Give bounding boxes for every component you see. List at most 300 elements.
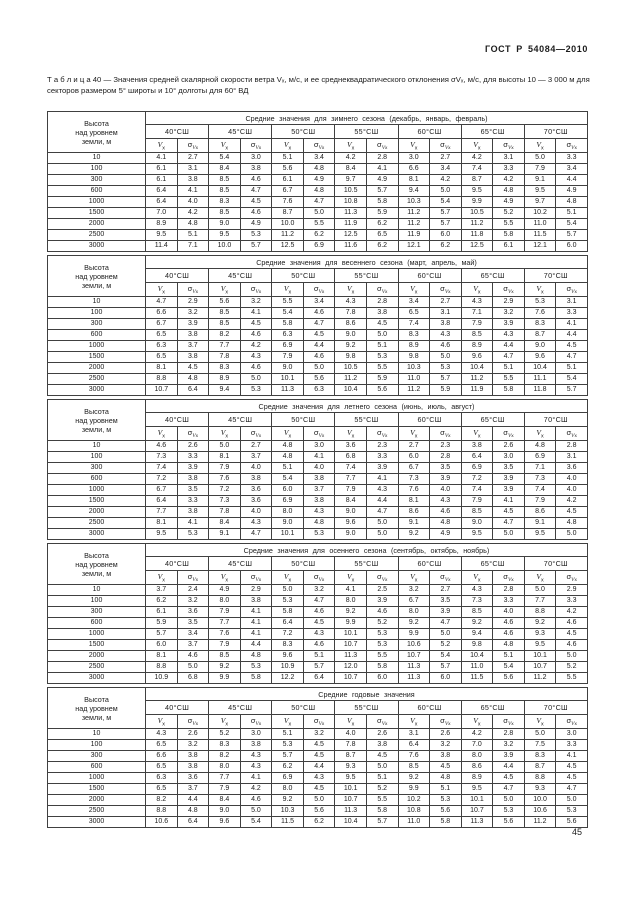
data-cell: 3.2	[303, 729, 335, 740]
data-cell: 9.6	[209, 817, 241, 828]
data-cell: 6.5	[146, 740, 178, 751]
data-cell: 4.2	[430, 175, 462, 186]
mean-speed-symbol: $V_x$	[335, 715, 367, 729]
data-cell: 4.1	[366, 164, 398, 175]
data-cell: 3.3	[177, 496, 209, 507]
data-cell: 7.1	[524, 463, 556, 474]
stddev-symbol: $\sigma_{Vx}$	[240, 427, 272, 441]
data-cell: 5.3	[524, 297, 556, 308]
data-cell: 4.3	[366, 485, 398, 496]
data-cell: 5.2	[430, 640, 462, 651]
data-cell: 8.0	[461, 751, 493, 762]
table-row	[48, 673, 588, 684]
data-cell: 10.0	[272, 219, 304, 230]
data-cell: 4.8	[430, 773, 462, 784]
data-cell: 3.2	[177, 308, 209, 319]
table-row	[48, 651, 588, 662]
data-cell: 11.3	[335, 806, 367, 817]
data-cell: 4.7	[556, 352, 588, 363]
data-cell: 10.3	[272, 806, 304, 817]
data-cell: 3.0	[240, 729, 272, 740]
data-cell: 5.2	[366, 618, 398, 629]
data-cell: 7.6	[209, 629, 241, 640]
latitude-header: 65°СШ	[461, 269, 524, 283]
data-cell: 10.6	[524, 806, 556, 817]
data-cell: 4.1	[240, 607, 272, 618]
data-cell: 3.9	[177, 463, 209, 474]
data-cell: 3.6	[177, 607, 209, 618]
data-cell: 4.0	[556, 485, 588, 496]
season-title: Средние значения для весеннего сезона (март, апрель, май)	[146, 256, 588, 269]
latitude-header: 45°СШ	[209, 125, 272, 139]
data-cell: 5.0	[272, 585, 304, 596]
height-value: 3000	[48, 817, 146, 828]
data-cell: 4.5	[240, 319, 272, 330]
height-value: 2000	[48, 795, 146, 806]
table-caption-label: Т а б л и ц а 40 —	[47, 75, 112, 84]
stddev-symbol: $\sigma_{Vx}$	[177, 571, 209, 585]
data-cell: 4.9	[493, 197, 525, 208]
data-cell: 7.9	[461, 319, 493, 330]
data-cell: 6.3	[303, 385, 335, 396]
data-cell: 5.0	[556, 795, 588, 806]
table-row	[48, 474, 588, 485]
data-cell: 6.0	[272, 485, 304, 496]
data-cell: 7.7	[209, 773, 241, 784]
height-value: 600	[48, 186, 146, 197]
data-cell: 3.3	[556, 153, 588, 164]
data-cell: 5.9	[430, 385, 462, 396]
latitude-header: 50°СШ	[272, 269, 335, 283]
data-cell: 10.7	[146, 385, 178, 396]
table-row	[48, 585, 588, 596]
data-cell: 7.6	[398, 485, 430, 496]
data-cell: 9.6	[335, 518, 367, 529]
data-cell: 6.0	[430, 673, 462, 684]
data-cell: 5.4	[272, 474, 304, 485]
latitude-header: 50°СШ	[272, 413, 335, 427]
data-cell: 3.7	[146, 585, 178, 596]
data-cell: 9.5	[209, 230, 241, 241]
data-cell: 4.6	[240, 330, 272, 341]
mean-speed-symbol: $V_x$	[146, 427, 178, 441]
stddev-symbol: $\sigma_{Vx}$	[366, 427, 398, 441]
data-cell: 2.9	[177, 297, 209, 308]
table-row	[48, 385, 588, 396]
data-cell: 9.0	[461, 518, 493, 529]
data-cell: 4.6	[303, 352, 335, 363]
table-row	[48, 230, 588, 241]
data-cell: 3.2	[430, 740, 462, 751]
data-cell: 9.0	[272, 518, 304, 529]
data-cell: 9.1	[209, 529, 241, 540]
data-cell: 7.8	[335, 308, 367, 319]
data-cell: 4.5	[556, 629, 588, 640]
height-column-header: Высота над уровнем земли, м	[48, 400, 146, 441]
data-cell: 5.0	[366, 330, 398, 341]
data-cell: 8.4	[209, 164, 241, 175]
data-cell: 4.1	[240, 773, 272, 784]
latitude-header: 55°СШ	[335, 413, 398, 427]
data-cell: 9.1	[524, 175, 556, 186]
stddev-symbol: $\sigma_{Vx}$	[177, 715, 209, 729]
height-value: 100	[48, 596, 146, 607]
stddev-symbol: $\sigma_{Vx}$	[366, 715, 398, 729]
data-cell: 8.1	[398, 496, 430, 507]
data-cell: 6.5	[366, 230, 398, 241]
data-cell: 5.8	[366, 197, 398, 208]
data-cell: 3.3	[177, 452, 209, 463]
data-cell: 3.9	[177, 319, 209, 330]
data-cell: 8.5	[398, 762, 430, 773]
data-cell: 3.5	[430, 463, 462, 474]
height-value: 10	[48, 441, 146, 452]
data-cell: 5.1	[272, 153, 304, 164]
data-cell: 8.5	[461, 330, 493, 341]
data-cell: 4.5	[240, 197, 272, 208]
data-cell: 5.1	[177, 230, 209, 241]
data-cell: 5.3	[240, 230, 272, 241]
stddev-symbol: $\sigma_{Vx}$	[177, 283, 209, 297]
data-cell: 3.8	[177, 762, 209, 773]
data-cell: 10.7	[335, 673, 367, 684]
data-cell: 5.0	[240, 806, 272, 817]
data-cell: 10.2	[524, 208, 556, 219]
data-cell: 3.1	[493, 153, 525, 164]
data-cell: 9.2	[398, 529, 430, 540]
table-row	[48, 751, 588, 762]
data-cell: 10.7	[398, 651, 430, 662]
data-cell: 8.9	[209, 374, 241, 385]
stddev-symbol: $\sigma_{Vx}$	[240, 139, 272, 153]
data-cell: 5.3	[240, 385, 272, 396]
data-cell: 10.1	[272, 529, 304, 540]
latitude-header: 60°СШ	[398, 701, 461, 715]
height-value: 1000	[48, 341, 146, 352]
data-cell: 5.0	[493, 795, 525, 806]
data-cell: 3.0	[493, 452, 525, 463]
data-cell: 6.1	[146, 164, 178, 175]
data-cell: 4.7	[303, 197, 335, 208]
data-cell: 7.5	[524, 740, 556, 751]
data-cell: 3.2	[177, 740, 209, 751]
latitude-header: 60°СШ	[398, 557, 461, 571]
data-cell: 5.8	[366, 662, 398, 673]
latitude-header: 70°СШ	[524, 701, 587, 715]
data-cell: 3.8	[430, 751, 462, 762]
stddev-symbol: $\sigma_{Vx}$	[493, 139, 525, 153]
data-cell: 3.6	[335, 441, 367, 452]
data-cell: 4.7	[493, 784, 525, 795]
data-cell: 10.6	[146, 817, 178, 828]
data-cell: 9.2	[209, 662, 241, 673]
data-cell: 4.7	[146, 297, 178, 308]
latitude-header: 45°СШ	[209, 701, 272, 715]
data-cell: 6.2	[430, 241, 462, 252]
data-cell: 6.2	[272, 762, 304, 773]
height-value: 300	[48, 463, 146, 474]
data-cell: 3.0	[398, 153, 430, 164]
height-column-header: Высота над уровнем земли, м	[48, 544, 146, 585]
data-cell: 4.7	[240, 529, 272, 540]
table-row	[48, 596, 588, 607]
data-cell: 9.7	[524, 197, 556, 208]
season-title: Средние годовые значения	[146, 688, 588, 701]
data-cell: 6.1	[146, 175, 178, 186]
data-cell: 8.9	[398, 341, 430, 352]
data-cell: 10.9	[146, 673, 178, 684]
data-cell: 10.8	[335, 197, 367, 208]
data-cell: 4.8	[493, 640, 525, 651]
table-row	[48, 341, 588, 352]
data-cell: 9.0	[335, 330, 367, 341]
table-caption-text: Значения средней скалярной скорости ветра Vₓ, м/с, и ее среднеквадратического отклонения σVₓ, м/с, для высоты 10 — 3 000 м для секторов размером 5° широты и 10° долготы для 60° ВД	[47, 75, 590, 95]
latitude-header: 55°СШ	[335, 269, 398, 283]
data-cell: 2.4	[177, 585, 209, 596]
data-cell: 10.7	[335, 640, 367, 651]
data-cell: 8.9	[461, 773, 493, 784]
data-cell: 3.8	[303, 474, 335, 485]
height-value: 10	[48, 297, 146, 308]
data-cell: 5.5	[366, 795, 398, 806]
data-cell: 10.7	[461, 806, 493, 817]
height-value: 600	[48, 330, 146, 341]
data-cell: 4.3	[240, 751, 272, 762]
stddev-symbol: $\sigma_{Vx}$	[303, 139, 335, 153]
height-value: 600	[48, 618, 146, 629]
data-cell: 8.1	[209, 452, 241, 463]
data-cell: 4.6	[303, 607, 335, 618]
mean-speed-symbol: $V_x$	[272, 571, 304, 585]
data-cell: 8.5	[209, 186, 241, 197]
data-cell: 4.7	[303, 596, 335, 607]
data-cell: 11.3	[398, 673, 430, 684]
data-cell: 4.1	[177, 186, 209, 197]
data-cell: 4.1	[556, 751, 588, 762]
data-cell: 8.3	[209, 363, 241, 374]
data-cell: 3.2	[493, 308, 525, 319]
table-row	[48, 485, 588, 496]
data-cell: 3.8	[240, 596, 272, 607]
data-cell: 2.6	[430, 729, 462, 740]
stddev-symbol: $\sigma_{Vx}$	[177, 139, 209, 153]
data-cell: 9.6	[524, 352, 556, 363]
data-cell: 5.0	[366, 762, 398, 773]
mean-speed-symbol: $V_x$	[272, 139, 304, 153]
data-cell: 2.9	[556, 585, 588, 596]
latitude-header: 40°СШ	[146, 269, 209, 283]
data-cell: 3.8	[366, 308, 398, 319]
data-cell: 5.0	[430, 352, 462, 363]
data-cell: 3.1	[430, 308, 462, 319]
data-cell: 7.7	[146, 507, 178, 518]
data-cell: 9.5	[524, 529, 556, 540]
data-cell: 4.4	[493, 341, 525, 352]
latitude-header: 70°СШ	[524, 557, 587, 571]
mean-speed-symbol: $V_x$	[335, 283, 367, 297]
data-cell: 5.0	[177, 662, 209, 673]
data-cell: 9.2	[335, 607, 367, 618]
height-value: 1500	[48, 208, 146, 219]
data-cell: 4.1	[493, 496, 525, 507]
data-cell: 10.5	[461, 208, 493, 219]
data-cell: 11.0	[461, 662, 493, 673]
data-cell: 8.3	[524, 751, 556, 762]
data-cell: 4.3	[303, 773, 335, 784]
data-cell: 3.7	[177, 341, 209, 352]
data-cell: 11.2	[335, 374, 367, 385]
data-cell: 4.8	[524, 441, 556, 452]
data-cell: 5.1	[430, 784, 462, 795]
data-cell: 5.7	[366, 817, 398, 828]
data-cell: 10.5	[335, 186, 367, 197]
table-row	[48, 308, 588, 319]
data-cell: 4.9	[303, 175, 335, 186]
data-cell: 11.9	[398, 230, 430, 241]
data-cell: 4.5	[303, 784, 335, 795]
data-cell: 6.2	[366, 219, 398, 230]
data-cell: 12.1	[398, 241, 430, 252]
data-cell: 4.2	[461, 729, 493, 740]
data-cell: 4.4	[366, 496, 398, 507]
data-cell: 7.8	[335, 740, 367, 751]
data-cell: 4.2	[335, 153, 367, 164]
latitude-header: 65°СШ	[461, 125, 524, 139]
data-cell: 4.6	[240, 175, 272, 186]
mean-speed-symbol: $V_x$	[335, 139, 367, 153]
data-cell: 4.0	[430, 485, 462, 496]
mean-speed-symbol: $V_x$	[272, 715, 304, 729]
data-cell: 5.4	[209, 153, 241, 164]
mean-speed-symbol: $V_x$	[398, 427, 430, 441]
season-title: Средние значения для зимнего сезона (декабрь, январь, февраль)	[146, 112, 588, 125]
data-cell: 8.4	[209, 518, 241, 529]
data-cell: 9.1	[398, 518, 430, 529]
data-cell: 12.5	[335, 230, 367, 241]
data-cell: 6.4	[146, 197, 178, 208]
data-cell: 9.5	[524, 640, 556, 651]
data-cell: 5.4	[430, 197, 462, 208]
data-cell: 5.7	[272, 751, 304, 762]
table-row	[48, 817, 588, 828]
season-table	[47, 687, 588, 828]
table-row	[48, 784, 588, 795]
data-cell: 10.4	[335, 817, 367, 828]
mean-speed-symbol: $V_x$	[209, 139, 241, 153]
data-cell: 4.8	[177, 374, 209, 385]
data-cell: 4.7	[430, 618, 462, 629]
height-value: 3000	[48, 673, 146, 684]
data-cell: 10.9	[272, 662, 304, 673]
data-cell: 4.8	[177, 219, 209, 230]
data-cell: 3.8	[177, 507, 209, 518]
data-cell: 3.3	[366, 452, 398, 463]
table-row	[48, 640, 588, 651]
data-cell: 3.1	[556, 452, 588, 463]
data-cell: 4.6	[366, 607, 398, 618]
data-cell: 2.7	[398, 441, 430, 452]
data-cell: 4.9	[209, 585, 241, 596]
data-cell: 4.8	[556, 518, 588, 529]
data-cell: 3.0	[240, 153, 272, 164]
data-cell: 12.5	[461, 241, 493, 252]
data-cell: 4.6	[240, 363, 272, 374]
data-cell: 7.6	[398, 751, 430, 762]
data-cell: 4.3	[240, 518, 272, 529]
data-cell: 4.3	[303, 507, 335, 518]
data-cell: 8.0	[209, 596, 241, 607]
data-cell: 11.3	[398, 662, 430, 673]
table-row	[48, 197, 588, 208]
mean-speed-symbol: $V_x$	[461, 427, 493, 441]
data-cell: 4.4	[303, 762, 335, 773]
data-cell: 5.7	[430, 374, 462, 385]
data-cell: 9.9	[209, 673, 241, 684]
data-cell: 4.3	[335, 297, 367, 308]
data-cell: 5.1	[556, 208, 588, 219]
data-cell: 6.2	[366, 241, 398, 252]
data-cell: 5.3	[556, 806, 588, 817]
data-cell: 6.7	[398, 463, 430, 474]
season-title: Средние значения для летнего сезона (июнь, июль, август)	[146, 400, 588, 413]
data-cell: 7.4	[398, 319, 430, 330]
data-cell: 8.0	[272, 507, 304, 518]
latitude-header: 60°СШ	[398, 125, 461, 139]
data-cell: 11.3	[335, 651, 367, 662]
data-cell: 7.9	[524, 496, 556, 507]
data-cell: 8.7	[461, 175, 493, 186]
data-cell: 3.8	[177, 175, 209, 186]
data-cell: 8.3	[209, 197, 241, 208]
data-cell: 6.0	[398, 452, 430, 463]
data-cell: 7.3	[461, 596, 493, 607]
data-cell: 5.7	[146, 629, 178, 640]
data-cell: 11.2	[398, 208, 430, 219]
table-row	[48, 441, 588, 452]
data-cell: 5.8	[366, 806, 398, 817]
height-value: 600	[48, 762, 146, 773]
table-row	[48, 175, 588, 186]
data-cell: 5.7	[430, 662, 462, 673]
data-cell: 4.8	[303, 186, 335, 197]
data-cell: 5.0	[209, 441, 241, 452]
data-cell: 5.7	[556, 230, 588, 241]
data-cell: 8.9	[146, 219, 178, 230]
data-cell: 7.1	[177, 241, 209, 252]
data-cell: 4.3	[240, 762, 272, 773]
stddev-symbol: $\sigma_{Vx}$	[493, 715, 525, 729]
data-cell: 5.6	[430, 806, 462, 817]
data-cell: 5.0	[303, 208, 335, 219]
data-cell: 8.0	[272, 784, 304, 795]
data-cell: 2.8	[493, 585, 525, 596]
latitude-header: 45°СШ	[209, 269, 272, 283]
table-row	[48, 662, 588, 673]
data-cell: 3.8	[240, 164, 272, 175]
data-cell: 9.5	[461, 186, 493, 197]
latitude-header: 65°СШ	[461, 701, 524, 715]
mean-speed-symbol: $V_x$	[146, 139, 178, 153]
table-row	[48, 507, 588, 518]
data-cell: 5.7	[430, 219, 462, 230]
data-cell: 5.4	[272, 308, 304, 319]
data-cell: 4.5	[556, 762, 588, 773]
data-cell: 8.2	[209, 751, 241, 762]
data-cell: 11.5	[461, 673, 493, 684]
mean-speed-symbol: $V_x$	[461, 715, 493, 729]
mean-speed-symbol: $V_x$	[335, 571, 367, 585]
data-cell: 7.9	[209, 784, 241, 795]
